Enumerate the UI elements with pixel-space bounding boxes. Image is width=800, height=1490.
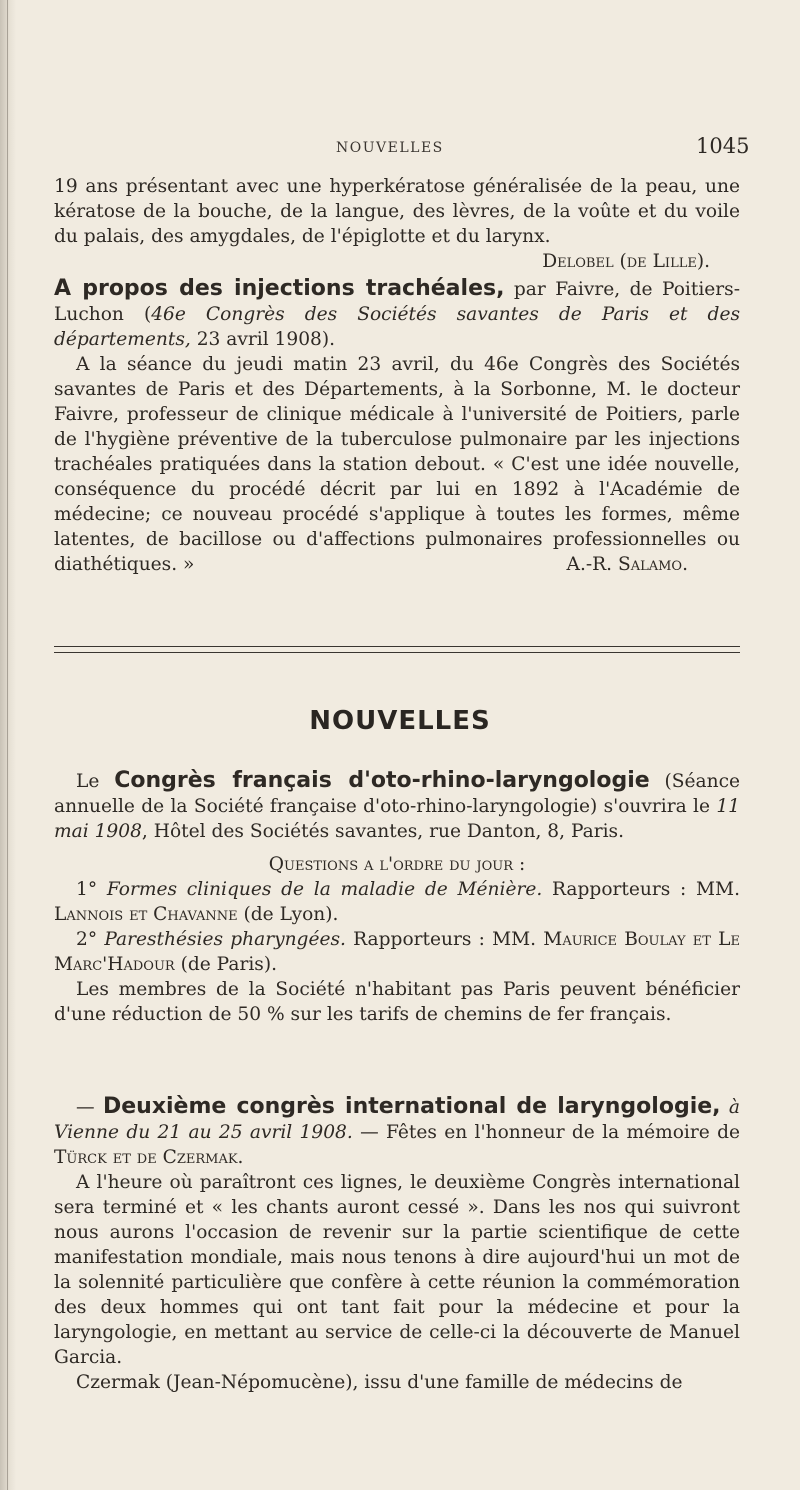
honorees: Türck et de Czermak. [54, 1147, 244, 1168]
congres-francais-date: 11 mai 1908 [54, 796, 740, 842]
signature-delobel: Delobel (de Lille). [542, 251, 710, 272]
dash: — [76, 1097, 103, 1118]
question-1 [54, 877, 740, 927]
congres-international-title: Deuxième congrès international de laryngologie, [102, 1094, 721, 1119]
page-number: 1045 [696, 134, 750, 158]
congres-francais-paragraph [54, 768, 740, 844]
lead-text: Le [76, 771, 115, 792]
congres-international-heading [54, 1094, 740, 1170]
question-2 [54, 927, 740, 977]
q1-title: Formes cliniques de la maladie de Ménière. [106, 879, 543, 900]
q1-number: 1° [76, 879, 107, 900]
q1-place: (de Lyon). [237, 904, 339, 925]
congres-francais-block [54, 768, 740, 1027]
members-paragraph: Les membres de la Société n'habitant pas Paris peuvent bénéficier d'une réduction de 50 % sur les tarifs de chemins de fer français. [54, 979, 740, 1025]
congres-international-body: A l'heure où paraîtront ces lignes, le deuxième Congrès international sera terminé et « les chants auront cessé ». Dans les nos qui suivront nous aurons l'occasion de revenir sur la partie scientifique de cette manifestation mondiale, mais nous tenons à dire aujourd'hui un mot de la solennité particulière que confère à cette réunion la commémoration des deux hommes qui ont tant fait pour la médecine et pour la laryngologie, en mettant au service de celle-ci la découverte de Manuel Garcia. [54, 1172, 740, 1368]
q2-rapporteurs: Rapporteurs : MM. [345, 929, 544, 950]
continuation-paragraph: 19 ans présentant avec une hyperkératose généralisée de la peau, une kératose de la bouche, de la langue, des lèvres, de la voûte et du voile du palais, des amygdales, de l'épiglotte et du larynx. [54, 176, 740, 247]
congres-international-block [54, 1094, 740, 1395]
congres-international-dates: à Vienne du 21 au 25 avril 1908. [54, 1097, 740, 1143]
q1-names: Lannois et Chavanne [54, 904, 238, 925]
congres-francais-title: Congrès français d'oto-rhino-laryngologie [114, 768, 650, 793]
article-date: 23 avril 1908). [190, 329, 336, 350]
top-block [54, 174, 740, 577]
q2-place: (de Paris). [174, 954, 277, 975]
rule-top [54, 646, 740, 647]
questions-heading: Questions a l'ordre du jour : [268, 854, 526, 875]
gutter-line [7, 0, 8, 1490]
section-title: NOUVELLES [309, 706, 491, 736]
running-title: NOUVELLES [336, 140, 444, 156]
article-title: A propos des injections trachéales, [54, 276, 505, 301]
article-signature: A.-R. Salamo. [566, 554, 688, 575]
fetes-text: — Fêtes en l'honneur de la mémoire de [352, 1122, 741, 1143]
running-header [0, 134, 800, 164]
page-gutter [0, 0, 16, 1490]
czermak-paragraph: Czermak (Jean-Népomucène), issu d'une famille de médecins de [76, 1372, 683, 1393]
q2-title: Paresthésies pharyngées. [104, 929, 346, 950]
q2-names: Maurice Boulay et Le Marc'Hadour [54, 929, 740, 975]
article-heading-paragraph [54, 276, 740, 352]
double-rule [54, 646, 740, 654]
article-body: A la séance du jeudi matin 23 avril, du 46e Congrès des Sociétés savantes de Paris et des Départements, à la Sorbonne, M. le docteur Faivre, professeur de clinique médicale à l'université de Poitiers, parle de l'hygiène préventive de la tuberculose pulmonaire par les injections trachéales pratiquées dans la station debout. « C'est une idée nouvelle, conséquence du procédé décrit par lui en 1892 à l'Académie de médecine; ce nouveau procédé s'applique à toutes les formes, même latentes, de bacillose ou d'affections pulmonaires professionnelles ou diathétiques. » [54, 354, 740, 575]
rule-bottom [54, 652, 740, 653]
q2-number: 2° [76, 929, 105, 950]
congres-francais-desc: (Séance annuelle de la Société française d'oto-rhino-laryngologie) s'ouvrira le [54, 771, 740, 817]
article-source: 46e Congrès des Sociétés savantes de Paris et des départements, [54, 304, 741, 350]
congres-francais-place: , Hôtel des Sociétés savantes, rue Danton, 8, Paris. [141, 821, 624, 842]
q1-rapporteurs: Rapporteurs : MM. [542, 879, 740, 900]
article-intro: par Faivre, de Poitiers-Luchon ( [54, 279, 741, 325]
